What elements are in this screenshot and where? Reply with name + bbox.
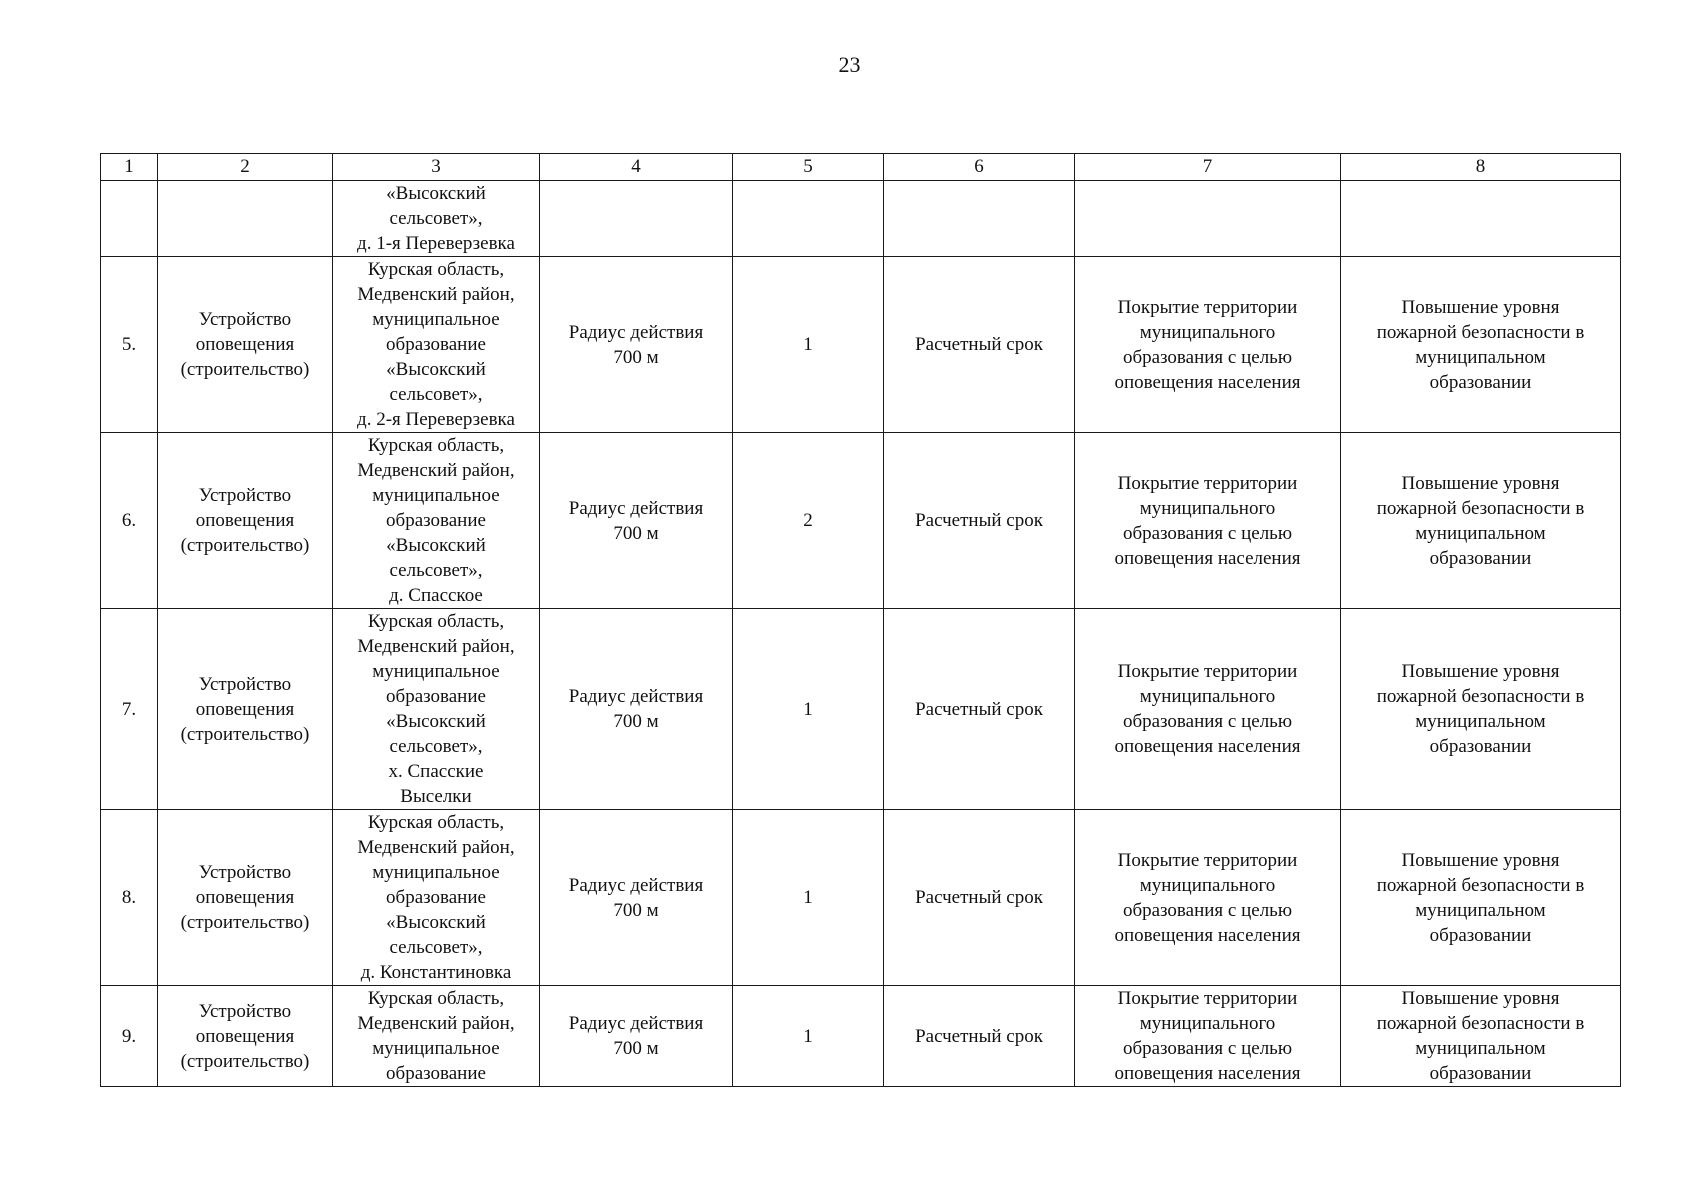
effect-text bbox=[1345, 295, 1616, 395]
purpose-line: образования с целью bbox=[1122, 346, 1293, 368]
purpose-line: Покрытие территории bbox=[1117, 472, 1298, 494]
address-line: Курская область, bbox=[367, 435, 505, 456]
parameters-cell bbox=[540, 810, 733, 986]
address-cell bbox=[333, 433, 540, 609]
quantity-cell: 1 bbox=[733, 257, 884, 433]
purpose-line: образования с целью bbox=[1122, 522, 1293, 544]
address-line: образование bbox=[386, 334, 486, 355]
measure-name-line: (строительство) bbox=[180, 1050, 310, 1072]
purpose-line: Покрытие территории bbox=[1117, 988, 1298, 1009]
parameters-line: Радиус действия bbox=[568, 686, 704, 707]
effect-line: образовании bbox=[1429, 1063, 1532, 1084]
address-line: Медвенский район, bbox=[357, 837, 515, 858]
address-line: образование bbox=[386, 1063, 486, 1084]
address-line: «Высокский bbox=[386, 183, 486, 204]
purpose-line: оповещения населения bbox=[1114, 371, 1301, 393]
effect-line: Повышение уровня bbox=[1401, 849, 1560, 871]
purpose-line: муниципального bbox=[1139, 874, 1276, 896]
measure-name-cell bbox=[158, 257, 333, 433]
purpose-line: оповещения населения bbox=[1114, 547, 1301, 569]
address-line: д. 2-я Переверзевка bbox=[357, 409, 515, 430]
quantity-cell: 2 bbox=[733, 433, 884, 609]
purpose-line: образования с целью bbox=[1122, 711, 1293, 732]
parameters-text bbox=[544, 320, 728, 370]
purpose-cell bbox=[1075, 257, 1341, 433]
measure-name-line: (строительство) bbox=[180, 535, 310, 556]
purpose-cell bbox=[1075, 609, 1341, 810]
quantity-cell bbox=[733, 181, 884, 257]
effect-cell bbox=[1341, 986, 1621, 1087]
purpose-line: муниципального bbox=[1139, 321, 1276, 343]
parameters-line: 700 м bbox=[613, 346, 659, 368]
measure-name-line: (строительство) bbox=[180, 359, 310, 380]
address-line: муниципальное bbox=[372, 1038, 500, 1059]
measure-name-cell bbox=[158, 810, 333, 986]
measure-name-text bbox=[162, 860, 328, 935]
address-cell bbox=[333, 181, 540, 257]
address-line: образование bbox=[386, 686, 486, 707]
term-cell: Расчетный срок bbox=[884, 810, 1075, 986]
effect-line: пожарной безопасности в bbox=[1376, 497, 1585, 519]
measure-name-cell bbox=[158, 986, 333, 1087]
address-line: муниципальное bbox=[372, 862, 500, 883]
effect-line: образовании bbox=[1429, 736, 1532, 757]
address-line: образование bbox=[386, 887, 486, 908]
parameters-line: 700 м bbox=[613, 899, 659, 921]
term-cell: Расчетный срок bbox=[884, 986, 1075, 1087]
address-line: «Высокский bbox=[386, 359, 486, 380]
column-number-header: 5 bbox=[733, 154, 884, 181]
address-cell bbox=[333, 810, 540, 986]
term-cell bbox=[884, 181, 1075, 257]
address-cell bbox=[333, 609, 540, 810]
column-number-header: 4 bbox=[540, 154, 733, 181]
purpose-cell bbox=[1075, 810, 1341, 986]
purpose-text bbox=[1079, 295, 1336, 395]
table-row bbox=[101, 810, 1621, 986]
measure-name-line: (строительство) bbox=[180, 723, 310, 745]
measure-name-cell bbox=[158, 609, 333, 810]
term-cell: Расчетный срок bbox=[884, 609, 1075, 810]
address-line: сельсовет», bbox=[389, 560, 483, 581]
measure-name-text bbox=[162, 483, 328, 558]
measure-name-line: оповещения bbox=[195, 698, 295, 720]
address-line: Курская область, bbox=[367, 611, 505, 632]
address-line: «Высокский bbox=[386, 711, 486, 732]
effect-line: Повышение уровня bbox=[1401, 296, 1560, 318]
address-line: сельсовет», bbox=[389, 736, 483, 757]
address-line: Курская область, bbox=[367, 988, 505, 1009]
effect-line: пожарной безопасности в bbox=[1376, 321, 1585, 343]
row-number-cell bbox=[101, 181, 158, 257]
measure-name-cell bbox=[158, 433, 333, 609]
table-body bbox=[101, 181, 1621, 1087]
parameters-text bbox=[544, 496, 728, 546]
address-cell bbox=[333, 257, 540, 433]
parameters-text bbox=[544, 873, 728, 923]
purpose-line: Покрытие территории bbox=[1117, 849, 1298, 871]
row-number-cell: 8. bbox=[101, 810, 158, 986]
column-number-header: 2 bbox=[158, 154, 333, 181]
row-number-cell: 9. bbox=[101, 986, 158, 1087]
purpose-line: образования с целью bbox=[1122, 1038, 1293, 1059]
purpose-line: оповещения населения bbox=[1114, 1063, 1301, 1084]
parameters-cell bbox=[540, 257, 733, 433]
measure-name-line: оповещения bbox=[195, 887, 295, 908]
purpose-line: Покрытие территории bbox=[1117, 296, 1298, 318]
measure-name-text bbox=[162, 672, 328, 747]
purpose-text bbox=[1079, 986, 1336, 1086]
parameters-line: 700 м bbox=[613, 1038, 659, 1059]
address-line: муниципальное bbox=[372, 485, 500, 506]
address-line: Медвенский район, bbox=[357, 460, 515, 481]
continuation-row bbox=[101, 181, 1621, 257]
purpose-line: муниципального bbox=[1139, 686, 1276, 707]
effect-text bbox=[1345, 471, 1616, 571]
quantity-cell: 1 bbox=[733, 609, 884, 810]
purpose-line: образования с целью bbox=[1122, 899, 1293, 921]
parameters-cell bbox=[540, 433, 733, 609]
parameters-line: Радиус действия bbox=[568, 1013, 704, 1034]
measure-name-text bbox=[162, 307, 328, 382]
purpose-cell bbox=[1075, 986, 1341, 1087]
effect-line: пожарной безопасности в bbox=[1376, 686, 1585, 707]
purpose-text bbox=[1079, 659, 1336, 759]
parameters-text bbox=[544, 1011, 728, 1061]
measures-table bbox=[100, 153, 1621, 1087]
effect-line: Повышение уровня bbox=[1401, 472, 1560, 494]
address-line: сельсовет», bbox=[389, 208, 483, 229]
effect-cell bbox=[1341, 609, 1621, 810]
effect-line: Повышение уровня bbox=[1401, 661, 1560, 682]
effect-line: образовании bbox=[1429, 924, 1532, 946]
address-text bbox=[337, 609, 535, 809]
parameters-line: Радиус действия bbox=[568, 321, 704, 343]
address-text bbox=[337, 257, 535, 432]
parameters-line: Радиус действия bbox=[568, 874, 704, 896]
effect-line: пожарной безопасности в bbox=[1376, 1013, 1585, 1034]
table-row bbox=[101, 257, 1621, 433]
row-number-cell: 6. bbox=[101, 433, 158, 609]
measure-name-line: оповещения bbox=[195, 510, 295, 531]
effect-line: образовании bbox=[1429, 547, 1532, 569]
address-line: «Высокский bbox=[386, 912, 486, 933]
effect-cell bbox=[1341, 257, 1621, 433]
parameters-line: 700 м bbox=[613, 711, 659, 732]
address-line: Медвенский район, bbox=[357, 284, 515, 305]
address-text bbox=[337, 986, 535, 1086]
address-line: Выселки bbox=[400, 786, 472, 807]
address-line: д. Спасское bbox=[389, 585, 483, 606]
address-line: сельсовет», bbox=[389, 937, 483, 958]
measure-name-line: (строительство) bbox=[180, 912, 310, 933]
effect-line: муниципальном bbox=[1415, 711, 1546, 732]
effect-cell bbox=[1341, 810, 1621, 986]
address-line: д. 1-я Переверзевка bbox=[357, 233, 515, 254]
address-text bbox=[337, 810, 535, 985]
effect-line: муниципальном bbox=[1415, 522, 1546, 544]
effect-text bbox=[1345, 659, 1616, 759]
address-line: х. Спасские bbox=[388, 761, 484, 782]
page-number: 23 bbox=[838, 52, 861, 77]
measure-name-line: Устройство bbox=[198, 862, 292, 883]
parameters-cell bbox=[540, 181, 733, 257]
address-line: муниципальное bbox=[372, 661, 500, 682]
column-number-header: 3 bbox=[333, 154, 540, 181]
effect-line: образовании bbox=[1429, 371, 1532, 393]
quantity-cell: 1 bbox=[733, 810, 884, 986]
row-number-cell: 5. bbox=[101, 257, 158, 433]
effect-cell bbox=[1341, 433, 1621, 609]
parameters-line: Радиус действия bbox=[568, 497, 704, 519]
effect-line: муниципальном bbox=[1415, 899, 1546, 921]
address-line: муниципальное bbox=[372, 309, 500, 330]
measure-name-text bbox=[162, 999, 328, 1074]
address-line: образование bbox=[386, 510, 486, 531]
effect-text bbox=[1345, 848, 1616, 948]
purpose-text bbox=[1079, 848, 1336, 948]
purpose-line: муниципального bbox=[1139, 497, 1276, 519]
parameters-text bbox=[544, 684, 728, 734]
parameters-cell bbox=[540, 609, 733, 810]
column-number-header: 6 bbox=[884, 154, 1075, 181]
address-cell bbox=[333, 986, 540, 1087]
quantity-cell: 1 bbox=[733, 986, 884, 1087]
address-line: Медвенский район, bbox=[357, 1013, 515, 1034]
term-cell: Расчетный срок bbox=[884, 257, 1075, 433]
effect-line: муниципальном bbox=[1415, 346, 1546, 368]
row-number-cell: 7. bbox=[101, 609, 158, 810]
address-line: «Высокский bbox=[386, 535, 486, 556]
measure-name-line: Устройство bbox=[198, 485, 292, 506]
measure-name-line: Устройство bbox=[198, 309, 292, 330]
column-number-header: 7 bbox=[1075, 154, 1341, 181]
parameters-cell bbox=[540, 986, 733, 1087]
measure-name-cell bbox=[158, 181, 333, 257]
effect-text bbox=[1345, 986, 1616, 1086]
table-row bbox=[101, 986, 1621, 1087]
effect-line: муниципальном bbox=[1415, 1038, 1546, 1059]
address-line: д. Константиновка bbox=[360, 962, 512, 983]
measure-name-line: Устройство bbox=[198, 1000, 292, 1022]
purpose-cell bbox=[1075, 181, 1341, 257]
address-text bbox=[337, 181, 535, 256]
purpose-line: муниципального bbox=[1139, 1013, 1276, 1034]
address-line: Курская область, bbox=[367, 812, 505, 833]
effect-cell bbox=[1341, 181, 1621, 257]
purpose-cell bbox=[1075, 433, 1341, 609]
address-text bbox=[337, 433, 535, 608]
address-line: Медвенский район, bbox=[357, 636, 515, 657]
table-row bbox=[101, 433, 1621, 609]
purpose-line: Покрытие территории bbox=[1117, 661, 1298, 682]
measure-name-line: оповещения bbox=[195, 334, 295, 355]
purpose-line: оповещения населения bbox=[1114, 736, 1301, 757]
term-cell: Расчетный срок bbox=[884, 433, 1075, 609]
column-numbers-row bbox=[101, 154, 1621, 181]
column-number-header: 8 bbox=[1341, 154, 1621, 181]
effect-line: пожарной безопасности в bbox=[1376, 874, 1585, 896]
measure-name-line: оповещения bbox=[195, 1025, 295, 1047]
purpose-text bbox=[1079, 471, 1336, 571]
purpose-line: оповещения населения bbox=[1114, 924, 1301, 946]
table-row bbox=[101, 609, 1621, 810]
effect-line: Повышение уровня bbox=[1401, 988, 1560, 1009]
parameters-line: 700 м bbox=[613, 522, 659, 544]
address-line: сельсовет», bbox=[389, 384, 483, 405]
address-line: Курская область, bbox=[367, 259, 505, 280]
measure-name-line: Устройство bbox=[198, 673, 292, 695]
column-number-header: 1 bbox=[101, 154, 158, 181]
